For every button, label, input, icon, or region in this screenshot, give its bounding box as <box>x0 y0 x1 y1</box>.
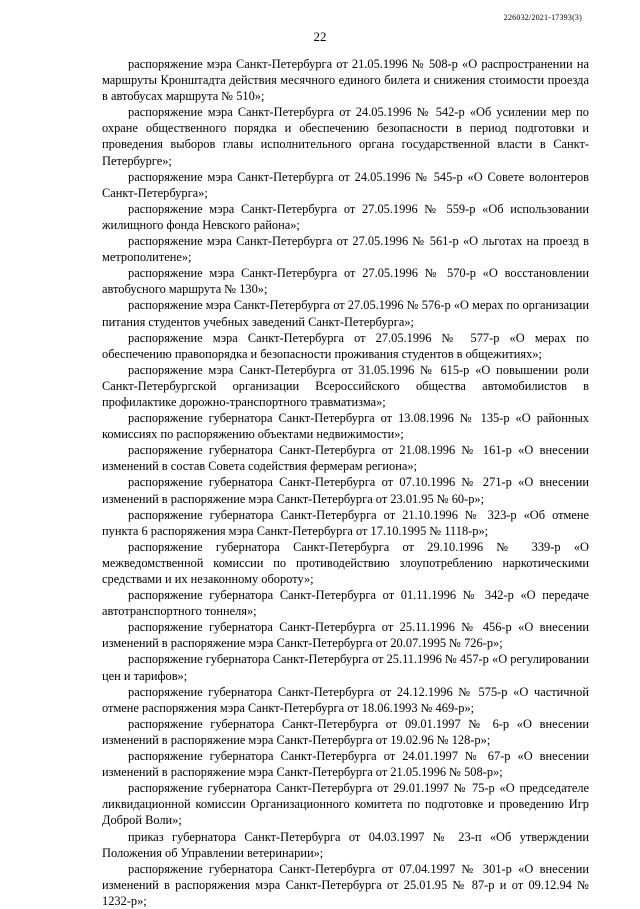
paragraph: распоряжение губернатора Санкт-Петербурга от 13.08.1996 № 135-р «О районных комиссиях по распоряжению объектами недвижимости»; <box>102 411 589 442</box>
paragraph: распоряжение мэра Санкт-Петербурга от 24.05.1996 № 542-р «Об усилении мер по охране общественного порядка и обеспечению безопасности в период подготовки и проведения выборов главы исполнительного органа государственной власти в Санкт-Петербурге»; <box>102 105 589 168</box>
paragraph: распоряжение мэра Санкт-Петербурга от 24.05.1996 № 545-р «О Совете волонтеров Санкт-Петербурга»; <box>102 169 589 200</box>
paragraph: распоряжение мэра Санкт-Петербурга от 21.05.1996 № 508-р «О распространении на маршруты Кронштадта действия месячного единого билета и снижения стоимости проезда в автобусах маршрута № 510»; <box>102 57 589 104</box>
paragraph: распоряжение мэра Санкт-Петербурга от 27.05.1996 № 577-р «О мерах по обеспечению правопорядка и безопасности проживания студентов в общежитиях»; <box>102 330 589 361</box>
paragraph: распоряжение губернатора Санкт-Петербурга от 29.01.1997 № 75-р «О председателе ликвидационной комиссии Организационного комитета по подготовке и проведению Игр Доброй Воли»; <box>102 781 589 828</box>
paragraph: распоряжение мэра Санкт-Петербурга от 27.05.1996 № 576-р «О мерах по организации питания студентов учебных заведений Санкт-Петербурга»; <box>102 298 589 329</box>
paragraph: распоряжение мэра Санкт-Петербурга от 27.05.1996 № 570-р «О восстановлении автобусного маршрута № 130»; <box>102 266 589 297</box>
document-body <box>102 56 589 909</box>
paragraph: распоряжение губернатора Санкт-Петербурга от 07.04.1997 № 301-р «О внесении изменений в распоряжения мэра Санкт-Петербурга от 25.01.95 № 87-р и от 09.12.94 № 1232-р»; <box>102 861 589 908</box>
paragraph: распоряжение губернатора Санкт-Петербурга от 24.12.1996 № 575-р «О частичной отмене распоряжения мэра Санкт-Петербурга от 18.06.1993 № 469-р»; <box>102 684 589 715</box>
paragraph: распоряжение губернатора Санкт-Петербурга от 09.01.1997 № 6-р «О внесении изменений в распоряжение мэра Санкт-Петербурга от 19.02.96 № 128-р»; <box>102 716 589 747</box>
paragraph: распоряжение губернатора Санкт-Петербурга от 01.11.1996 № 342-р «О передаче автотранспортного тоннеля»; <box>102 588 589 619</box>
paragraph: распоряжение мэра Санкт-Петербурга от 27.05.1996 № 559-р «Об использовании жилищного фонда Невского района»; <box>102 201 589 232</box>
paragraph: распоряжение губернатора Санкт-Петербурга от 25.11.1996 № 457-р «О регулировании цен и тарифов»; <box>102 652 589 683</box>
page-number: 22 <box>313 29 327 44</box>
document-registration-code: 226032/2021-17393(3) <box>503 13 582 22</box>
paragraph: распоряжение губернатора Санкт-Петербурга от 29.10.1996 № 339-р «О межведомственной комиссии по противодействию злоупотреблению наркотическими средствами и их незаконному обороту»; <box>102 539 589 586</box>
paragraph: распоряжение губернатора Санкт-Петербурга от 21.08.1996 № 161-р «О внесении изменений в состав Совета содействия фермерам региона»; <box>102 443 589 474</box>
paragraph: распоряжение мэра Санкт-Петербурга от 31.05.1996 № 615-р «О повышении роли Санкт-Петербургской организации Всероссийского общества автомобилистов в профилактике дорожно-транспортного травматизма»; <box>102 362 589 409</box>
paragraph: распоряжение губернатора Санкт-Петербурга от 21.10.1996 № 323-р «Об отмене пункта 6 распоряжения мэра Санкт-Петербурга от 17.10.1995 № 1118-р»; <box>102 507 589 538</box>
paragraph: распоряжение губернатора Санкт-Петербурга от 24.01.1997 № 67-р «О внесении изменений в распоряжение мэра Санкт-Петербурга от 21.05.1996 № 508-р»; <box>102 749 589 780</box>
paragraph: распоряжение мэра Санкт-Петербурга от 27.05.1996 № 561-р «О льготах на проезд в метрополитене»; <box>102 234 589 265</box>
paragraph: приказ губернатора Санкт-Петербурга от 04.03.1997 № 23-п «Об утверждении Положения об Управлении ветеринарии»; <box>102 829 589 860</box>
paragraph: распоряжение губернатора Санкт-Петербурга от 25.11.1996 № 456-р «О внесении изменений в распоряжение мэра Санкт-Петербурга от 20.07.1995 № 726-р»; <box>102 620 589 651</box>
paragraph: распоряжение губернатора Санкт-Петербурга от 07.10.1996 № 271-р «О внесении изменений в распоряжение мэра Санкт-Петербурга от 23.01.95 № 60-р»; <box>102 475 589 506</box>
